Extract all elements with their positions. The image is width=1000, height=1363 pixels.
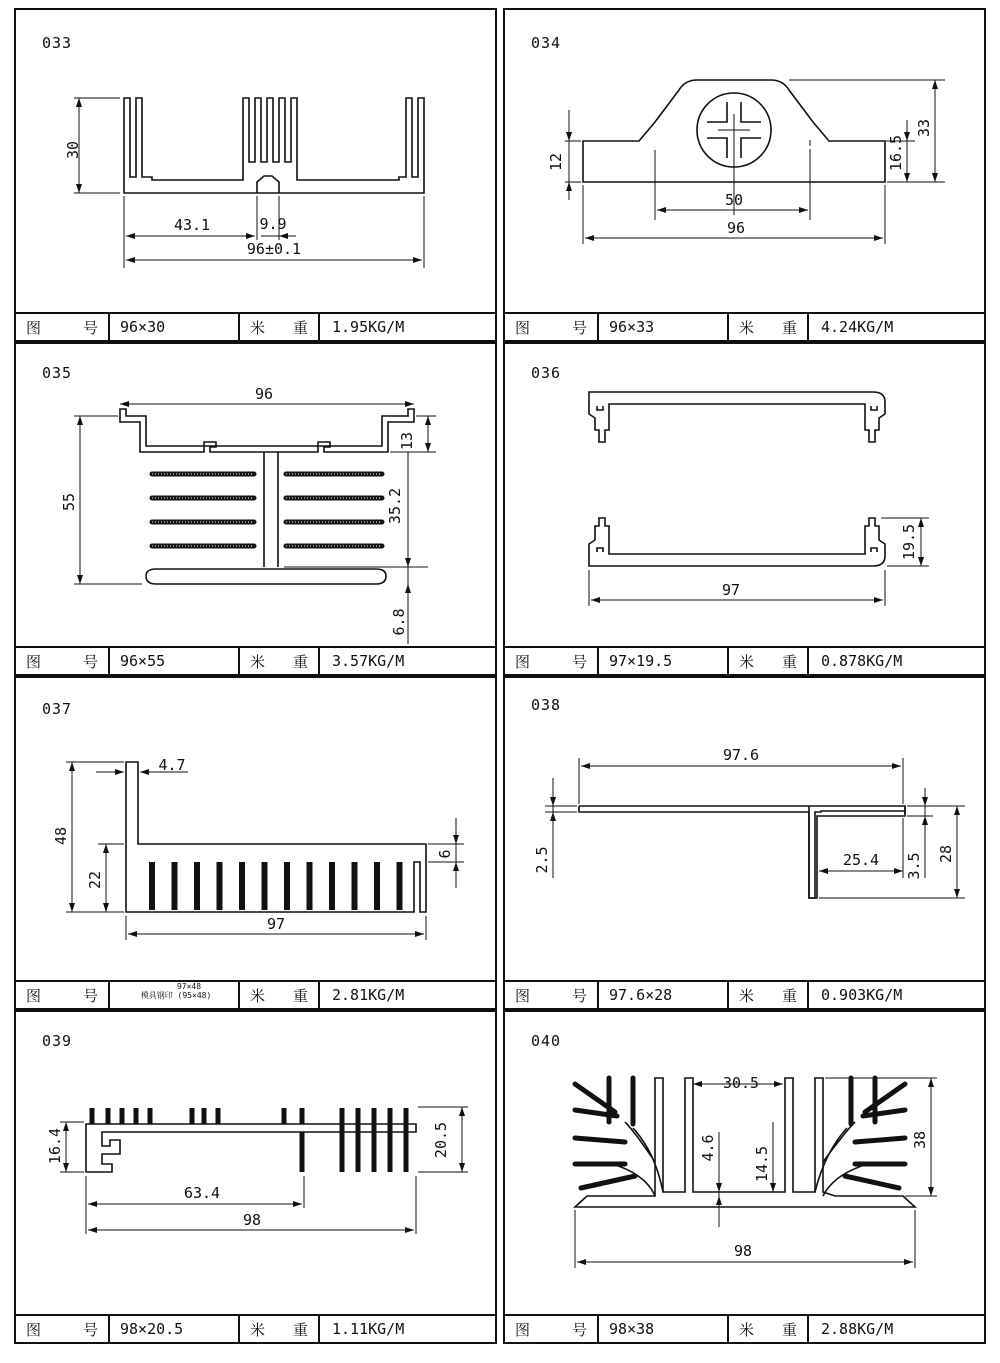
figure-no-label: 图 号 [16,1316,110,1342]
weight-value: 1.95KG/M [332,318,405,336]
panel-id: 039 [42,1032,73,1050]
dim-label: 97 [266,915,286,933]
size-value: 98×38 [599,1316,729,1342]
profile-drawing-039 [16,1012,496,1318]
panel-id: 036 [531,364,562,382]
panel-039 [14,1010,497,1344]
dim-label: 4.7 [158,756,186,774]
weight-label: 米 重 [729,982,809,1008]
figure-no-label: 图 号 [16,314,110,340]
figure-no-label: 图 号 [16,648,110,674]
info-bar [505,1314,984,1342]
profile-drawing-033 [16,10,496,316]
panel-id: 033 [42,34,73,52]
panel-037 [14,676,497,1010]
weight-value: 0.903KG/M [821,986,903,1004]
dim-label: 19.5 [900,523,918,561]
weight-label: 米 重 [240,314,320,340]
dim-label: 9.9 [259,215,287,233]
dim-label: 38 [911,1130,929,1150]
panel-id: 040 [531,1032,562,1050]
dim-label: 2.5 [533,846,551,874]
weight-label: 米 重 [729,1316,809,1342]
panel-040 [503,1010,986,1344]
info-bar [16,646,495,674]
profile-drawing-035 [16,344,496,650]
dim-label: 55 [60,492,78,512]
panel-038 [503,676,986,1010]
profile-drawing-036 [505,344,985,650]
panel-id: 034 [531,34,562,52]
panel-036 [503,342,986,676]
figure-no-label: 图 号 [16,982,110,1008]
size-value: 97.6×28 [599,982,729,1008]
figure-no-label: 图 号 [505,982,599,1008]
dim-label: 97 [721,581,741,599]
weight-value: 4.24KG/M [821,318,894,336]
figure-no-label: 图 号 [505,1316,599,1342]
dim-label: 3.5 [905,852,923,880]
panel-035 [14,342,497,676]
dim-label: 30 [64,140,82,160]
size-value: 96×33 [599,314,729,340]
weight-value: 3.57KG/M [332,652,405,670]
size-value: 96×55 [110,648,240,674]
dim-label: 6.8 [390,608,408,636]
dim-label: 33 [915,118,933,138]
dim-label: 96 [726,219,746,237]
info-bar [16,312,495,340]
dim-label: 97.6 [722,746,760,764]
size-value: 98×20.5 [110,1316,240,1342]
weight-value: 2.88KG/M [821,1320,894,1338]
info-bar [16,1314,495,1342]
dim-label: 96 [254,385,274,403]
weight-label: 米 重 [240,1316,320,1342]
dim-label: 16.5 [887,134,905,172]
weight-label: 米 重 [240,982,320,1008]
info-bar [505,646,984,674]
panel-033 [14,8,497,342]
profile-drawing-037 [16,678,496,984]
dim-label: 35.2 [386,487,404,525]
dim-label: 98 [733,1242,753,1260]
dim-label: 13 [398,431,416,451]
info-bar [505,312,984,340]
dim-label: 22 [86,870,104,890]
panel-id: 037 [42,700,73,718]
profile-drawing-038 [505,678,985,984]
dim-label: 98 [242,1211,262,1229]
size-value: 97×19.5 [599,648,729,674]
profile-drawing-040 [505,1012,985,1318]
size-value: 96×30 [110,314,240,340]
size-value: 97×48 模具钢印 (95×48) [110,982,240,1008]
dim-label: 63.4 [183,1184,221,1202]
figure-no-label: 图 号 [505,648,599,674]
dim-label: 96±0.1 [246,240,302,258]
weight-value: 1.11KG/M [332,1320,405,1338]
dim-label: 43.1 [173,216,211,234]
dim-label: 30.5 [722,1074,760,1092]
dim-label: 16.4 [46,1127,64,1165]
dim-label: 14.5 [753,1145,771,1183]
dim-label: 6 [436,849,454,859]
dim-label: 20.5 [432,1121,450,1159]
info-bar [16,980,495,1008]
weight-value: 2.81KG/M [332,986,405,1004]
dim-label: 28 [937,844,955,864]
weight-label: 米 重 [729,314,809,340]
fin-group [92,1108,406,1172]
panel-id: 038 [531,696,562,714]
weight-label: 米 重 [240,648,320,674]
fin-group [152,862,400,910]
figure-no-label: 图 号 [505,314,599,340]
info-bar [505,980,984,1008]
weight-label: 米 重 [729,648,809,674]
panel-034 [503,8,986,342]
dim-label: 12 [547,152,565,172]
profile-drawing-034 [505,10,985,316]
dim-label: 48 [52,826,70,846]
dim-label: 50 [724,191,744,209]
dim-label: 4.6 [699,1134,717,1162]
weight-value: 0.878KG/M [821,652,903,670]
panel-id: 035 [42,364,73,382]
dim-label: 25.4 [842,851,880,869]
